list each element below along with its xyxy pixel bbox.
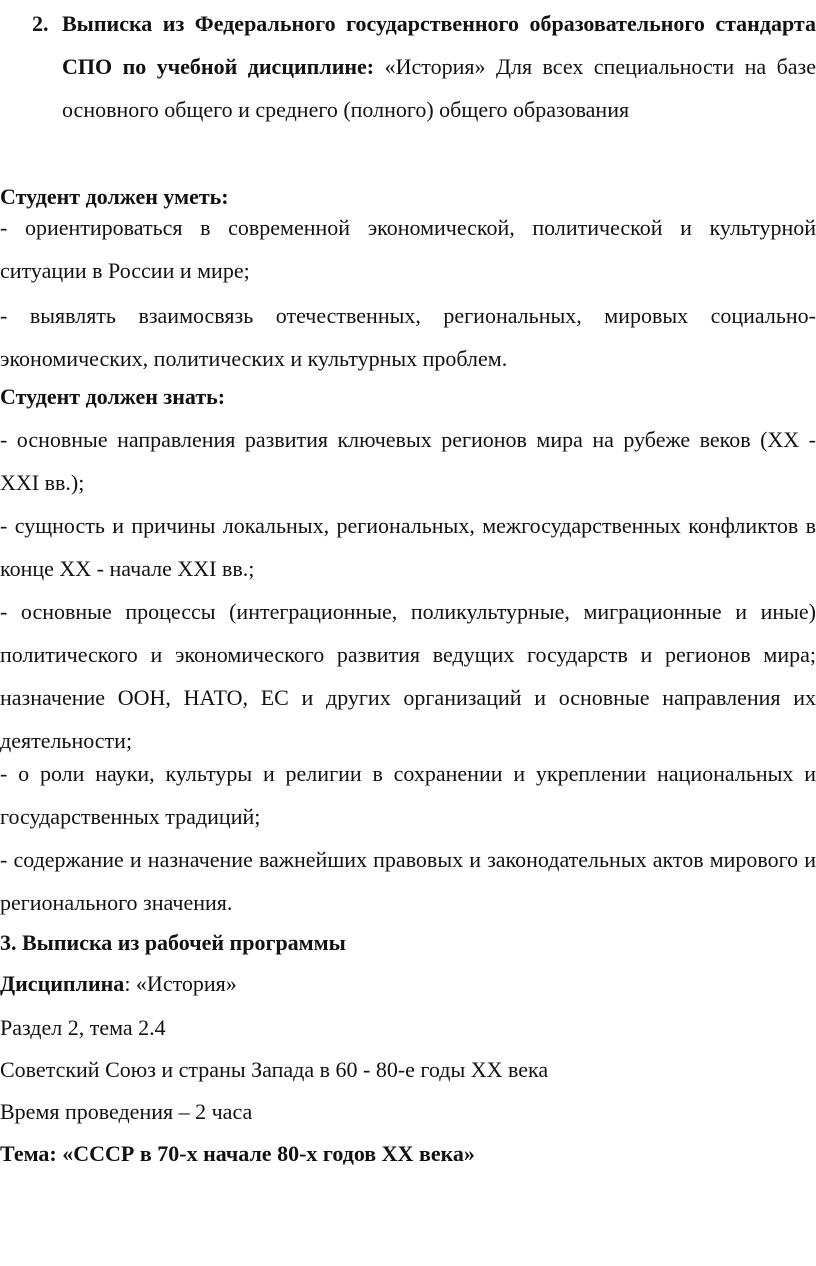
skills-heading: Студент должен уметь: bbox=[0, 184, 229, 209]
section-2-number: 2. bbox=[32, 11, 49, 36]
knowledge-item-3: - основные процессы (интеграционные, поликультурные, миграционные и иные) политического и экономического развития ведущих государств и регионов мира; назначение ООН, НАТО, ЕС и других организаций и основные направления их деятельности; bbox=[0, 599, 816, 753]
knowledge-item-2: - сущность и причины локальных, региональных, межгосударственных конфликтов в конце XX - начале XXI вв.; bbox=[0, 513, 816, 581]
knowledge-item-4: - о роли науки, культуры и религии в сохранении и укреплении национальных и государственных традиций; bbox=[0, 761, 816, 829]
section-topic: Раздел 2, тема 2.4 bbox=[0, 1015, 166, 1040]
skills-item-1: - ориентироваться в современной экономической, политической и культурной ситуации в России и мире; bbox=[0, 215, 816, 283]
section-2-item bbox=[32, 2, 816, 131]
discipline-line bbox=[0, 962, 237, 1005]
skills-item-2: - выявлять взаимосвязь отечественных, региональных, мировых социально-экономических, политических и культурных проблем. bbox=[0, 303, 816, 371]
knowledge-item-1: - основные направления развития ключевых регионов мира на рубеже веков (XX - XXI вв.); bbox=[0, 427, 816, 495]
section-3-heading: 3. Выписка из рабочей программы bbox=[0, 930, 346, 955]
section-2-title-bold: Выписка из Федерального государственного образовательного стандарта СПО по учебной дисциплине: bbox=[62, 11, 816, 79]
discipline-label: Дисциплина bbox=[0, 971, 125, 996]
knowledge-item-5: - содержание и назначение важнейших правовых и законодательных актов мирового и регионального значения. bbox=[0, 847, 816, 915]
section-2-title-rest: «История» Для всех специальности на базе основного общего и среднего (полного) общего образования bbox=[62, 54, 816, 122]
duration: Время проведения – 2 часа bbox=[0, 1099, 253, 1124]
knowledge-heading: Студент должен знать: bbox=[0, 384, 226, 409]
lesson-theme: Тема: «СССР в 70-х начале 80-х годов XX века» bbox=[0, 1141, 475, 1166]
section-2-text bbox=[62, 2, 816, 131]
topic-title: Советский Союз и страны Запада в 60 - 80-е годы XX века bbox=[0, 1057, 549, 1082]
discipline-value: : «История» bbox=[124, 971, 237, 996]
